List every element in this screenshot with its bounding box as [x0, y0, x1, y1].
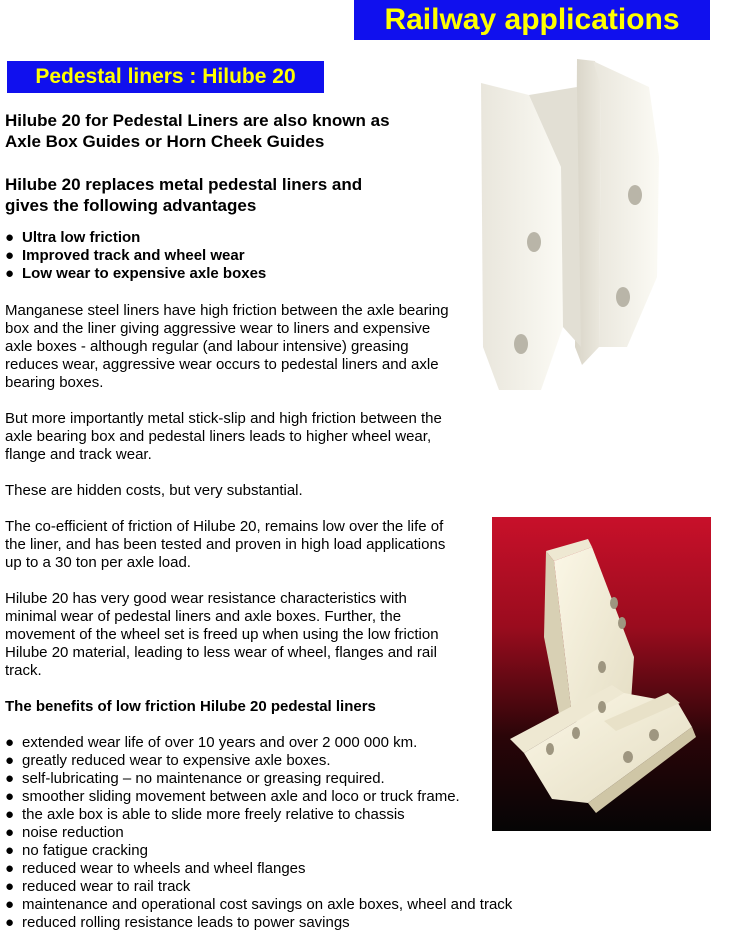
benefits-list	[5, 734, 540, 932]
bullet-icon: ●	[5, 734, 15, 751]
bullet-icon: ●	[5, 770, 15, 787]
intro-heading	[5, 110, 540, 152]
section-title-banner	[7, 61, 324, 93]
bullet-icon: ●	[5, 788, 15, 805]
bullet-icon: ●	[5, 842, 15, 859]
pedestal-liners-pair-photo	[492, 517, 711, 831]
page-title-banner	[354, 0, 710, 40]
bullet-icon: ●	[5, 860, 15, 877]
coefficient-paragraph: The co-efficient of friction of Hilube 20, remains low over the life of the liner, and has been tested and proven in high load applications up to a 30 ton per axle load.	[5, 518, 446, 571]
list-item: ● extended wear life of over 10 years and over 2 000 000 km.	[5, 734, 418, 751]
hole-icon	[616, 287, 630, 307]
replaces-line-2: gives the following advantages	[5, 196, 257, 215]
list-item: ● the axle box is able to slide more freely relative to chassis	[5, 806, 405, 823]
stick-slip-paragraph: But more importantly metal stick-slip and high friction between the axle bearing box and pedestal liners leads to higher wheel wear, flange and track wear.	[5, 410, 442, 463]
hole-icon	[527, 232, 541, 252]
intro-line-2: Axle Box Guides or Horn Cheek Guides	[5, 132, 325, 151]
main-content	[5, 110, 540, 932]
wear-resistance-paragraph: Hilube 20 has very good wear resistance characteristics with minimal wear of pedestal liners and axle boxes. Further, the movement of the wheel set is freed up when using the low friction Hilube 20 material, leading to less wear of wheel, flanges and rail track.	[5, 590, 439, 679]
list-item: ● greatly reduced wear to expensive axle boxes.	[5, 752, 331, 769]
list-item: ● noise reduction	[5, 824, 124, 841]
page-title: Railway applications	[384, 3, 680, 36]
pedestal-liners-pair-illustration	[492, 517, 711, 831]
list-item: ● self-lubricating – no maintenance or greasing required.	[5, 770, 385, 787]
bullet-icon: ●	[5, 265, 15, 282]
bullet-icon: ●	[5, 806, 15, 823]
section-title: Pedestal liners : Hilube 20	[35, 65, 296, 88]
bullet-icon: ●	[5, 824, 15, 841]
hole-icon	[514, 334, 528, 354]
benefits-heading: The benefits of low friction Hilube 20 pedestal liners	[5, 698, 376, 715]
list-item: ● reduced rolling resistance leads to power savings	[5, 914, 350, 931]
manganese-paragraph: Manganese steel liners have high friction between the axle bearing box and the liner giving aggressive wear to liners and expensive axle boxes - although regular (and labour intensive) greasing reduces wear, aggressive wear occurs to pedestal liners and axle bearing boxes.	[5, 302, 449, 391]
list-item: ● no fatigue cracking	[5, 842, 148, 859]
list-item: ● Improved track and wheel wear	[5, 247, 245, 264]
pedestal-liner-illustration	[477, 47, 699, 400]
hole-icon	[628, 185, 642, 205]
list-item: ● maintenance and operational cost savings on axle boxes, wheel and track	[5, 896, 513, 913]
list-item: ● smoother sliding movement between axle and loco or truck frame.	[5, 788, 460, 805]
list-item: ● reduced wear to wheels and wheel flanges	[5, 860, 306, 877]
bullet-icon: ●	[5, 914, 15, 931]
bullet-icon: ●	[5, 878, 15, 895]
list-item: ● reduced wear to rail track	[5, 878, 191, 895]
bullet-icon: ●	[5, 896, 15, 913]
list-item: ● Low wear to expensive axle boxes	[5, 265, 267, 282]
bullet-icon: ●	[5, 229, 15, 246]
hidden-costs-paragraph: These are hidden costs, but very substantial.	[5, 482, 303, 499]
advantages-list	[5, 229, 540, 283]
intro-line-1: Hilube 20 for Pedestal Liners are also known as	[5, 111, 390, 130]
bullet-icon: ●	[5, 752, 15, 769]
replaces-heading	[5, 174, 540, 216]
replaces-line-1: Hilube 20 replaces metal pedestal liners and	[5, 175, 363, 194]
pedestal-liner-photo	[477, 47, 699, 400]
list-item: ● Ultra low friction	[5, 229, 141, 246]
bullet-icon: ●	[5, 247, 15, 264]
